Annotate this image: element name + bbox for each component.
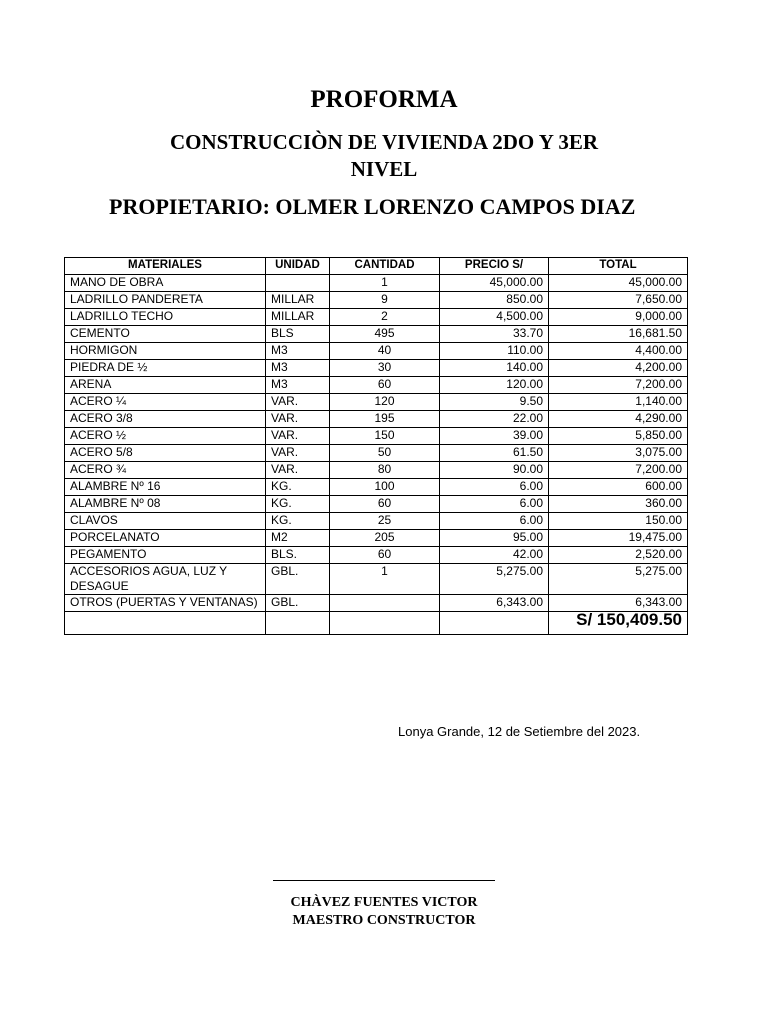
cell-unidad: KG. <box>266 513 330 530</box>
table-row <box>65 428 688 445</box>
cell-precio: 6,343.00 <box>440 595 549 612</box>
table-header-row <box>65 258 688 275</box>
cell-precio: 140.00 <box>440 360 549 377</box>
cell-material: PEGAMENTO <box>65 547 266 564</box>
cell-unidad: GBL. <box>266 564 330 595</box>
cell-unidad: VAR. <box>266 428 330 445</box>
cell-precio: 120.00 <box>440 377 549 394</box>
cell-unidad <box>266 275 330 292</box>
cell-total: 7,200.00 <box>549 462 688 479</box>
cell-total: 600.00 <box>549 479 688 496</box>
cell-total: 2,520.00 <box>549 547 688 564</box>
cell-total: 3,075.00 <box>549 445 688 462</box>
cell-total: 9,000.00 <box>549 309 688 326</box>
cell-total: 6,343.00 <box>549 595 688 612</box>
cell-material: OTROS (PUERTAS Y VENTANAS) <box>65 595 266 612</box>
header-total: TOTAL <box>549 258 688 275</box>
cell-material: LADRILLO TECHO <box>65 309 266 326</box>
cell-cantidad: 2 <box>330 309 440 326</box>
cell-precio: 90.00 <box>440 462 549 479</box>
cell-cantidad <box>330 595 440 612</box>
total-empty-cell <box>266 612 330 635</box>
cell-cantidad: 100 <box>330 479 440 496</box>
cell-unidad: BLS <box>266 326 330 343</box>
cell-material: PIEDRA DE ½ <box>65 360 266 377</box>
cell-total: 45,000.00 <box>549 275 688 292</box>
cell-cantidad: 1 <box>330 564 440 595</box>
signature-block <box>0 894 768 930</box>
grand-total-value: S/ 150,409.50 <box>549 612 688 635</box>
table-row <box>65 377 688 394</box>
cell-cantidad: 60 <box>330 547 440 564</box>
signer-role: MAESTRO CONSTRUCTOR <box>292 913 476 928</box>
cell-cantidad: 60 <box>330 377 440 394</box>
cell-cantidad: 195 <box>330 411 440 428</box>
cell-cantidad: 495 <box>330 326 440 343</box>
cell-unidad: M3 <box>266 377 330 394</box>
cell-cantidad: 205 <box>330 530 440 547</box>
signature-line <box>273 880 495 881</box>
cell-precio: 45,000.00 <box>440 275 549 292</box>
table-row <box>65 462 688 479</box>
cell-cantidad: 150 <box>330 428 440 445</box>
cell-precio: 5,275.00 <box>440 564 549 595</box>
cell-cantidad: 1 <box>330 275 440 292</box>
table-row <box>65 411 688 428</box>
cell-unidad: VAR. <box>266 394 330 411</box>
cell-cantidad: 80 <box>330 462 440 479</box>
cell-total: 16,681.50 <box>549 326 688 343</box>
place-date: Lonya Grande, 12 de Setiembre del 2023. <box>398 724 641 739</box>
document-title: PROFORMA <box>310 86 458 113</box>
table-row <box>65 394 688 411</box>
cell-material: ACERO ¾ <box>65 462 266 479</box>
cell-total: 4,200.00 <box>549 360 688 377</box>
cell-material: ACERO ½ <box>65 428 266 445</box>
cell-precio: 6.00 <box>440 496 549 513</box>
cell-total: 19,475.00 <box>549 530 688 547</box>
cell-precio: 4,500.00 <box>440 309 549 326</box>
cell-total: 360.00 <box>549 496 688 513</box>
cell-material: ACERO 5/8 <box>65 445 266 462</box>
cell-total: 4,290.00 <box>549 411 688 428</box>
project-subtitle: CONSTRUCCIÒN DE VIVIENDA 2DO Y 3ER NIVEL <box>169 130 599 181</box>
total-empty-cell <box>330 612 440 635</box>
table-row <box>65 275 688 292</box>
cell-material: PORCELANATO <box>65 530 266 547</box>
cell-cantidad: 9 <box>330 292 440 309</box>
table-row <box>65 326 688 343</box>
cell-precio: 22.00 <box>440 411 549 428</box>
cell-unidad: VAR. <box>266 462 330 479</box>
cell-precio: 95.00 <box>440 530 549 547</box>
table-row <box>65 292 688 309</box>
table-row <box>65 309 688 326</box>
cell-precio: 6.00 <box>440 479 549 496</box>
header-materiales: MATERIALES <box>65 258 266 275</box>
table-row <box>65 530 688 547</box>
cell-unidad: KG. <box>266 479 330 496</box>
cell-cantidad: 30 <box>330 360 440 377</box>
cell-unidad: BLS. <box>266 547 330 564</box>
cell-total: 1,140.00 <box>549 394 688 411</box>
header-precio: PRECIO S/ <box>440 258 549 275</box>
cell-total: 4,400.00 <box>549 343 688 360</box>
cell-cantidad: 25 <box>330 513 440 530</box>
table-body <box>65 275 688 612</box>
table-row <box>65 343 688 360</box>
grand-total-row <box>65 612 688 635</box>
cell-total: 7,200.00 <box>549 377 688 394</box>
cell-cantidad: 40 <box>330 343 440 360</box>
cell-precio: 39.00 <box>440 428 549 445</box>
cell-total: 5,850.00 <box>549 428 688 445</box>
cell-cantidad: 120 <box>330 394 440 411</box>
cell-unidad: MILLAR <box>266 309 330 326</box>
total-empty-cell <box>440 612 549 635</box>
header-cantidad: CANTIDAD <box>330 258 440 275</box>
cell-precio: 110.00 <box>440 343 549 360</box>
cell-material: LADRILLO PANDERETA <box>65 292 266 309</box>
cell-unidad: M3 <box>266 343 330 360</box>
cell-total: 150.00 <box>549 513 688 530</box>
cell-material: HORMIGON <box>65 343 266 360</box>
cell-total: 7,650.00 <box>549 292 688 309</box>
cell-precio: 33.70 <box>440 326 549 343</box>
cell-material: ACERO ¼ <box>65 394 266 411</box>
table-row <box>65 360 688 377</box>
cell-precio: 6.00 <box>440 513 549 530</box>
table-row <box>65 547 688 564</box>
cell-unidad: M3 <box>266 360 330 377</box>
cell-precio: 61.50 <box>440 445 549 462</box>
cell-cantidad: 60 <box>330 496 440 513</box>
cell-unidad: MILLAR <box>266 292 330 309</box>
cell-material: CLAVOS <box>65 513 266 530</box>
header-unidad: UNIDAD <box>266 258 330 275</box>
cell-material: ACCESORIOS AGUA, LUZ Y DESAGUE <box>65 564 266 595</box>
cell-total: 5,275.00 <box>549 564 688 595</box>
materials-table <box>64 257 688 635</box>
cell-material: CEMENTO <box>65 326 266 343</box>
cell-material: ALAMBRE Nº 08 <box>65 496 266 513</box>
cell-unidad: GBL. <box>266 595 330 612</box>
owner-heading: PROPIETARIO: OLMER LORENZO CAMPOS DIAZ <box>109 194 636 219</box>
table-row <box>65 479 688 496</box>
table-row <box>65 445 688 462</box>
cell-precio: 9.50 <box>440 394 549 411</box>
cell-material: ACERO 3/8 <box>65 411 266 428</box>
cell-unidad: M2 <box>266 530 330 547</box>
cell-unidad: VAR. <box>266 411 330 428</box>
cell-cantidad: 50 <box>330 445 440 462</box>
cell-unidad: VAR. <box>266 445 330 462</box>
table-row <box>65 595 688 612</box>
cell-material: MANO DE OBRA <box>65 275 266 292</box>
cell-material: ALAMBRE Nº 16 <box>65 479 266 496</box>
cell-precio: 850.00 <box>440 292 549 309</box>
table-row <box>65 513 688 530</box>
cell-precio: 42.00 <box>440 547 549 564</box>
cell-material: ARENA <box>65 377 266 394</box>
signer-name: CHÀVEZ FUENTES VICTOR <box>290 895 478 910</box>
table-row <box>65 496 688 513</box>
cell-unidad: KG. <box>266 496 330 513</box>
total-empty-cell <box>65 612 266 635</box>
table-row <box>65 564 688 595</box>
